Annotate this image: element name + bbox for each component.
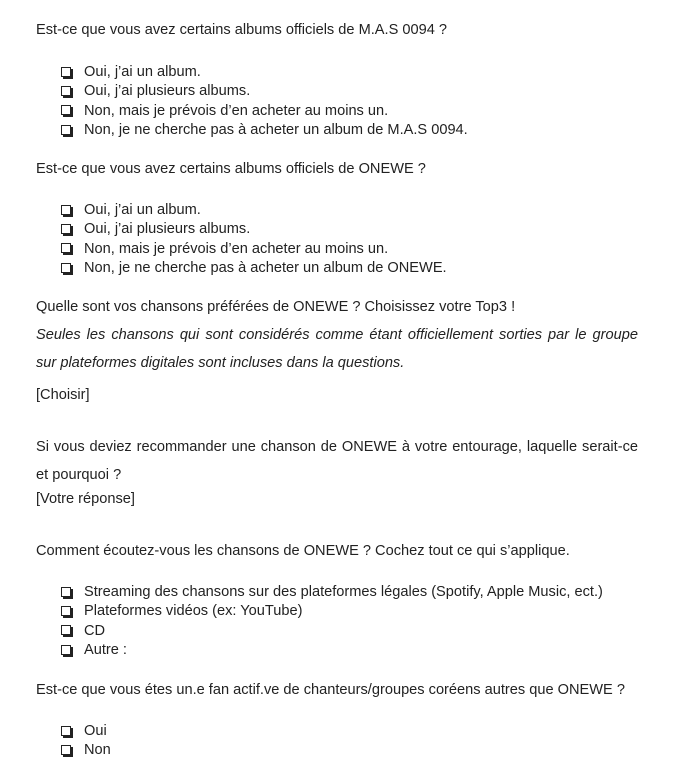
option-label: Oui, j’ai un album. (84, 202, 201, 219)
question-1-title: Est-ce que vous avez certains albums officiels de M.A.S 0094 ? (36, 22, 447, 38)
checkbox-icon[interactable] (61, 205, 71, 215)
question-5-title: Comment écoutez-vous les chansons de ONEWE ? Cochez tout ce qui s’applique. (36, 543, 570, 559)
option-label: Oui, j’ai plusieurs albums. (84, 83, 251, 100)
checkbox-icon[interactable] (61, 745, 71, 755)
checkbox-icon[interactable] (61, 67, 71, 77)
question-3-select-field[interactable]: [Choisir] (36, 387, 90, 403)
checkbox-icon[interactable] (61, 224, 71, 234)
option-item[interactable] (61, 602, 603, 621)
option-item[interactable] (61, 741, 111, 760)
question-6-title: Est-ce que vous étes un.e fan actif.ve de chanteurs/groupes coréens autres que ONEWE ? (36, 682, 625, 698)
checkbox-icon[interactable] (61, 645, 71, 655)
option-item[interactable] (61, 102, 468, 121)
checkbox-icon[interactable] (61, 726, 71, 736)
question-6-options (61, 722, 111, 761)
option-label: CD (84, 622, 106, 639)
checkbox-icon[interactable] (61, 125, 71, 135)
option-item[interactable] (61, 220, 447, 239)
option-label: Non, mais je prévois d’en acheter au moins un. (84, 240, 389, 257)
checkbox-icon[interactable] (61, 263, 71, 273)
option-item[interactable] (61, 240, 447, 259)
option-label: Oui, j’ai un album. (84, 64, 201, 81)
option-item[interactable] (61, 121, 468, 140)
option-item[interactable] (61, 259, 447, 278)
question-2-title: Est-ce que vous avez certains albums officiels de ONEWE ? (36, 161, 426, 177)
option-label: Non, mais je prévois d’en acheter au moins un. (84, 102, 389, 119)
option-item[interactable] (61, 641, 603, 660)
checkbox-icon[interactable] (61, 105, 71, 115)
question-1-options (61, 63, 468, 140)
checkbox-icon[interactable] (61, 606, 71, 616)
question-4-title: Si vous deviez recommander une chanson de ONEWE à votre entourage, laquelle serait-ce et pourquoi ? (36, 439, 638, 483)
question-2-options (61, 201, 447, 278)
checkbox-icon[interactable] (61, 86, 71, 96)
option-label: Non, je ne cherche pas à acheter un album de ONEWE. (84, 260, 447, 277)
option-item[interactable] (61, 63, 468, 82)
checkbox-icon[interactable] (61, 625, 71, 635)
option-label: Autre : (84, 642, 127, 659)
question-5-options (61, 583, 603, 660)
option-label: Oui (84, 723, 107, 740)
checkbox-icon[interactable] (61, 243, 71, 253)
option-label: Plateformes vidéos (ex: YouTube) (84, 603, 303, 620)
option-label: Non (84, 742, 111, 759)
checkbox-icon[interactable] (61, 587, 71, 597)
option-item[interactable] (61, 201, 447, 220)
question-3-note: Seules les chansons qui sont considérés comme étant officiellement sorties par le groupe sur plateformes digitales sont incluses dans la questions. (36, 327, 638, 371)
question-3-title: Quelle sont vos chansons préférées de ONEWE ? Choisissez votre Top3 ! (36, 299, 516, 315)
option-label: Non, je ne cherche pas à acheter un album de M.A.S 0094. (84, 122, 468, 139)
question-4-answer-field[interactable]: [Votre réponse] (36, 491, 135, 507)
option-item[interactable] (61, 82, 468, 101)
option-item[interactable] (61, 622, 603, 641)
option-label: Oui, j’ai plusieurs albums. (84, 221, 251, 238)
option-label: Streaming des chansons sur des plateformes légales (Spotify, Apple Music, ect.) (84, 584, 603, 601)
option-item[interactable] (61, 722, 111, 741)
option-item[interactable] (61, 583, 603, 602)
